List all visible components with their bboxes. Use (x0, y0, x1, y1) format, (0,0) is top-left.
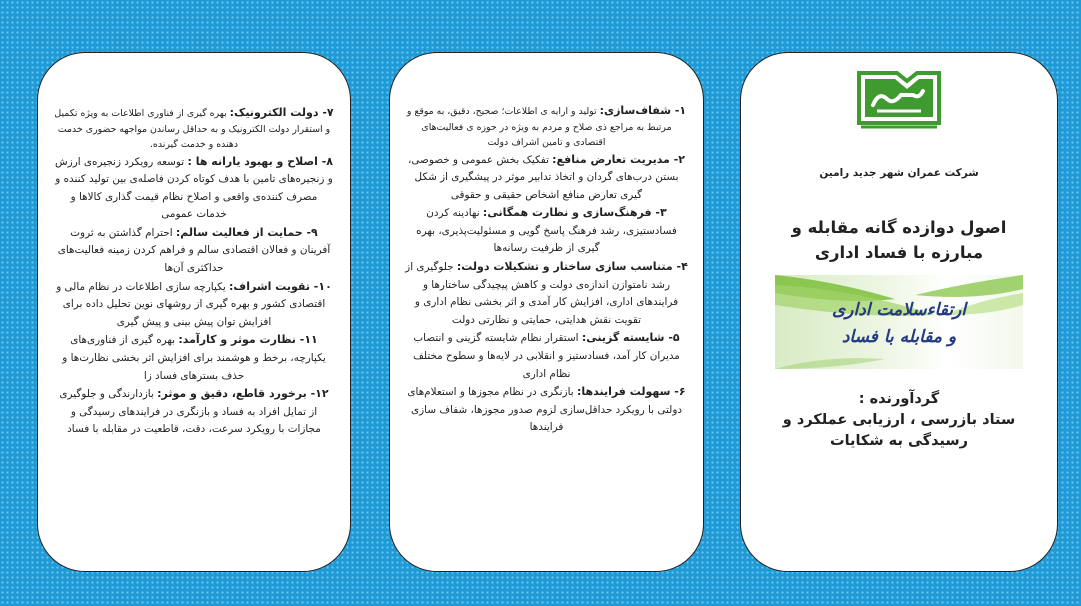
principle-body: تفکیک بخش عمومی و خصوصی، بستن درب‌های گردان و اتخاذ تدابیر موثر در پیشگیری از شکل گیری تعارض منافع اشخاص حقیقی و حقوقی (408, 153, 679, 201)
left-panel (37, 52, 351, 572)
cover-panel (740, 52, 1058, 572)
banner-line-1: ارتقاءسلامت اداری (831, 300, 967, 320)
compiler-organization: ستاد بازرسی ، ارزیابی عملکرد و رسیدگی به شکایات (782, 412, 1016, 449)
principle-8 (54, 153, 334, 224)
principle-title: ۱۲- برخورد قاطع، دقیق و موثر: (157, 387, 329, 401)
principle-title: ۲- مدیریت تعارض منافع: (552, 152, 685, 166)
ramin-logo-icon (857, 69, 941, 133)
principle-title: ۳- فرهنگ‌سازی و نظارت همگانی: (482, 206, 667, 220)
principle-title: ۶- سهولت فرایندها: (576, 385, 686, 399)
principle-1 (404, 103, 689, 151)
principle-title: ۵- شایسته گزینی: (581, 331, 680, 345)
principle-4 (404, 258, 689, 329)
principle-6 (404, 383, 689, 437)
principle-12 (54, 385, 334, 439)
principle-body: تولید و ارایه ی اطلاعات؛ صحیح، دقیق، به موقع و مرتبط به مراجع ذی صلاح و مردم به ویژه در حوزه ی فعالیت‌های اقتصادی و تامین اشراف دولت (406, 106, 672, 148)
principle-body: جلوگیری از رشد نامتوازن اندازه‌ی دولت و کاهش پیچیدگی ساختارها و فرایندهای اداری، افزایش کار آمدی و اثر بخشی نظام اداری و تقویت نقش هدایتی، حمایتی و نظارتی دولت (405, 261, 679, 326)
principle-body: بازدارندگی و جلوگیری از تمایل افراد به فساد و بازنگری در فرایندهای رسیدگی و مجازات با رویکرد سرعت، دقت، قاطعیت در مقابله با فساد (59, 388, 321, 436)
principle-title: ۷- دولت الکترونیک: (229, 106, 334, 119)
principle-body: احترام گذاشتن به ثروت آفرینان و فعالان اقتصادی سالم و فراهم کردن زمینه فعالیت‌های حداکثری آن‌ها (57, 226, 331, 275)
principle-body: یکپارچه سازی اطلاعات در نظام مالی و اقتصادی کشور و بهره گیری از روشهای نوین تحلیل داده برای افزایش توان پیش بینی و پیش گیری (56, 280, 326, 328)
principle-body: بهره گیری از فناوری اطلاعات به ویژه تکمیل و استقرار دولت الکترونیک و به حداقل رساندن مواجهه حضوری خدمت دهنده و خدمت گیرنده. (54, 108, 331, 150)
principle-body: بازنگری در نظام مجوزها و استعلام‌های دولتی با رویکرد حداقل‌سازی لزوم صدور مجوزها، شفاف سازی فرایندها (407, 386, 682, 434)
principle-body: بهره گیری از فناوری‌های یکپارچه، برخط و هوشمند برای افزایش اثر بخشی نظارت‌ها و حذف بسترهای فساد زا (62, 334, 326, 382)
principle-7 (54, 105, 334, 153)
banner-line-2: و مقابله با فساد (841, 327, 957, 347)
principle-3 (404, 204, 689, 258)
principle-title: ۹- حمایت از فعالیت سالم: (175, 225, 318, 239)
principle-title: ۱۱- نظارت موثر و کارآمد: (178, 333, 318, 347)
compiler-label: گردآورنده : (858, 391, 940, 407)
banner-image (775, 275, 1023, 369)
principle-11 (54, 331, 334, 385)
principle-body: نهادینه کردن فسادستیزی، رشد فرهنگ پاسخ گویی و مسئولیت‌پذیری، بهره گیری از ظرفیت رسانه‌ها (416, 207, 677, 255)
principle-10 (54, 278, 334, 332)
brochure-title: اصول دوازده گانه مقابله و مبارزه با فساد اداری (791, 218, 1007, 262)
principle-9 (54, 224, 334, 278)
company-name: شرکت عمران شهر جدید رامین (819, 167, 979, 179)
principle-title: ۱۰- تقویت اشراف: (229, 279, 332, 293)
principle-body: استقرار نظام شایسته گزینی و انتصاب مدیران کار آمد، فسادستیز و انقلابی در لایه‌ها و سطوح مختلف نظام اداری (413, 332, 680, 380)
middle-panel (389, 52, 704, 572)
principle-title: ۸- اصلاح و بهبود یارانه ها : (187, 154, 333, 168)
banner-caption (775, 297, 1023, 351)
principle-5 (404, 329, 689, 383)
principle-2 (404, 151, 689, 205)
principle-body: توسعه رویکرد زنجیره‌ی ارزش و زنجیره‌های تامین با هدف کوتاه کردن فاصله‌ی بین تولید کننده و مصرف کننده‌ی واقعی و اصلاح نظام قیمت گذاری کالاها و خدمات عمومی (55, 155, 333, 221)
principle-title: ۱- شفاف‌سازی: (599, 104, 687, 117)
principle-title: ۴- متناسب سازی ساختار و تشکیلات دولت: (456, 260, 688, 274)
